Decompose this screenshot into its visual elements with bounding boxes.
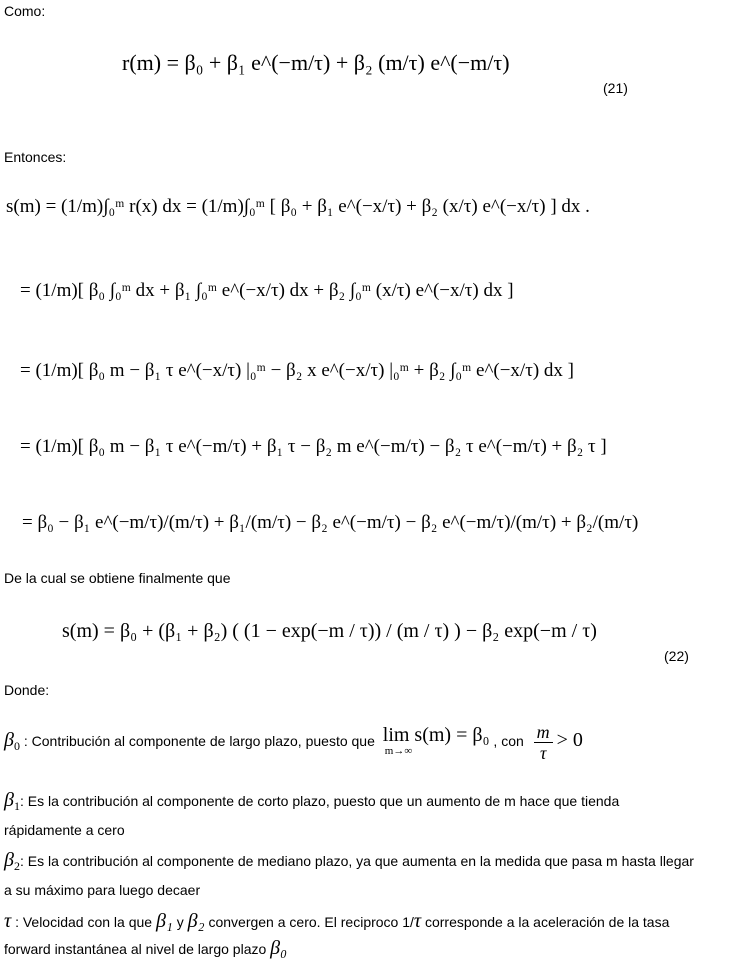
where-label: Donde:	[4, 682, 50, 698]
definition-beta1	[4, 788, 619, 842]
tau-text-y: y	[176, 914, 184, 930]
beta0-symbol: $\beta_0$	[4, 729, 20, 754]
m-over-tau-fraction	[534, 722, 553, 763]
beta1-inline-symbol: β₁	[155, 910, 173, 932]
final-label: De la cual se obtiene finalmente que	[4, 570, 231, 586]
equation-22-number: (22)	[664, 648, 689, 664]
definition-beta2	[4, 848, 694, 902]
derivation-line-4: = (1/m)[ β₀ m − β₁ τ e^(−m/τ) + β₁ τ − β₂ m e^(−m/τ) − β₂ τ e^(−m/τ) + β₂ τ ]	[20, 436, 607, 457]
beta2-text-line2: a su máximo para luego decaer	[4, 882, 201, 898]
tau-text-part1: : Velocidad con la que	[15, 914, 153, 930]
then-label: Entonces:	[4, 149, 67, 165]
derivation-line-1: s(m) = (1/m)∫₀ᵐ r(x) dx = (1/m)∫₀ᵐ [ β₀ + β₁ e^(−x/τ) + β₂ (x/τ) e^(−x/τ) ] dx .	[6, 196, 590, 217]
fraction-numerator: m	[534, 722, 553, 743]
definition-tau	[4, 908, 669, 962]
tau-text-part3: corresponde a la aceleración de la tasa	[424, 914, 670, 930]
intro-label: Como:	[4, 3, 46, 19]
fraction-denominator: τ	[539, 743, 547, 763]
definition-beta0	[4, 722, 583, 764]
greater-than-zero: > 0	[556, 729, 583, 752]
beta1-text-line1: : Es la contribución al componente de corto plazo, puesto que un aumento de m hace que tienda	[19, 793, 620, 809]
beta1-symbol: $\beta_1$	[4, 789, 20, 813]
limit-subscript: m→∞	[384, 744, 413, 757]
derivation-line-3: = (1/m)[ β₀ m − β₁ τ e^(−x/τ) |₀ᵐ − β₂ x e^(−x/τ) |₀ᵐ + β₂ ∫₀ᵐ e^(−x/τ) dx ]	[20, 360, 574, 381]
beta0-text: : Contribución al componente de largo plazo, puesto que	[23, 733, 375, 750]
beta0-inline-symbol: β₀	[270, 937, 288, 959]
beta2-text-line1: : Es la contribución al componente de mediano plazo, ya que aumenta en la medida que pasa m hasta llegar	[19, 853, 694, 869]
beta2-inline-symbol: β₂	[187, 910, 205, 932]
tau-text-part2: convergen a cero. El reciproco 1/	[208, 914, 414, 930]
tau-inline-symbol: τ	[413, 910, 422, 932]
con-text: , con	[493, 733, 524, 750]
equation-22: s(m) = β₀ + (β₁ + β₂) ( (1 − exp(−m / τ)) / (m / τ) ) − β₂ exp(−m / τ)	[62, 620, 597, 642]
tau-symbol: τ	[4, 910, 12, 932]
limit-block	[382, 723, 490, 759]
limit-expression: lim s(m) = β₀	[382, 723, 490, 746]
derivation-line-5: = β₀ − β₁ e^(−m/τ)/(m/τ) + β₁/(m/τ) − β₂ e^(−m/τ) − β₂ e^(−m/τ)/(m/τ) + β₂/(m/τ)	[22, 512, 639, 533]
tau-text-line2: forward instantánea al nivel de largo plazo	[4, 941, 267, 957]
beta2-symbol: $\beta_2$	[4, 849, 20, 873]
equation-21-number: (21)	[603, 80, 628, 96]
beta1-text-line2: rápidamente a cero	[4, 822, 125, 838]
equation-21: r(m) = β₀ + β₁ e^(−m/τ) + β₂ (m/τ) e^(−m/τ)	[122, 50, 510, 75]
derivation-line-2: = (1/m)[ β₀ ∫₀ᵐ dx + β₁ ∫₀ᵐ e^(−x/τ) dx + β₂ ∫₀ᵐ (x/τ) e^(−x/τ) dx ]	[20, 280, 514, 301]
